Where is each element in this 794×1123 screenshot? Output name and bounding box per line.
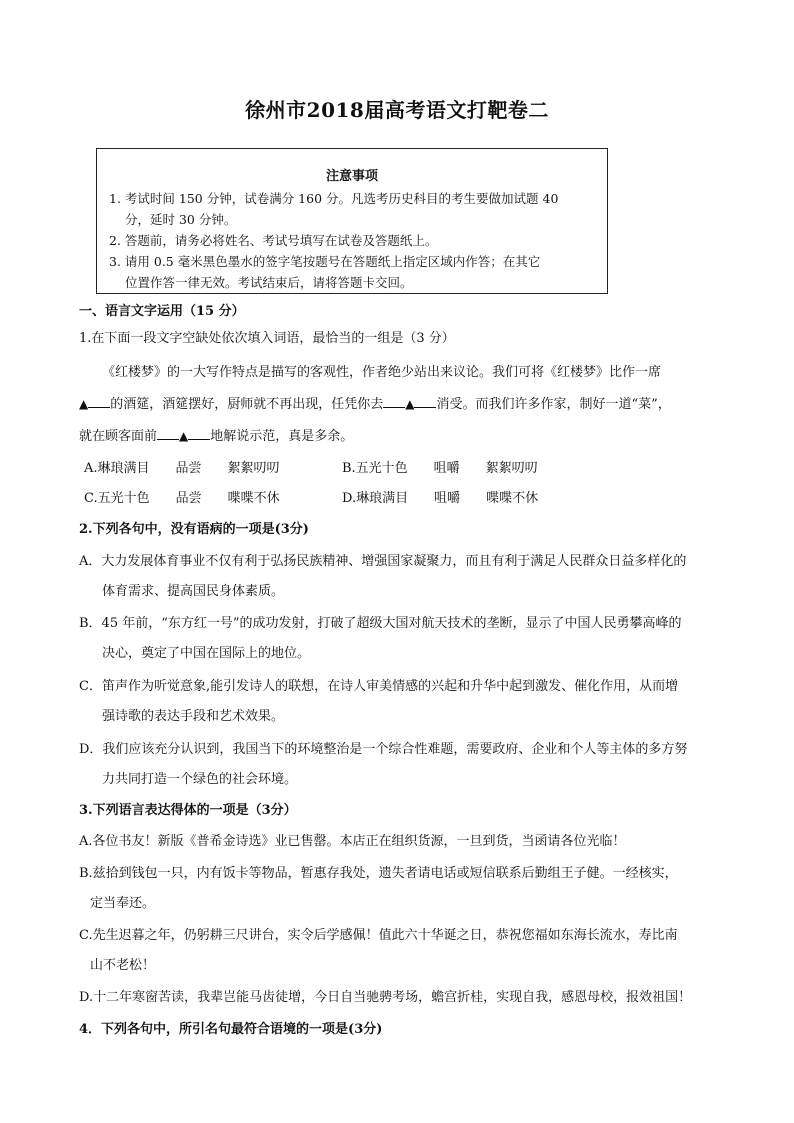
option-d: D．我们应该充分认识到，我国当下的环境整治是一个综合性难题，需要政府、企业和个人等主体的多方努 (79, 742, 688, 757)
option-c-continued: 山不老松！ (90, 958, 156, 973)
passage-text: 就在顾客面前 (79, 429, 158, 444)
blank-marker: ▲ (179, 429, 189, 443)
blank-underline (157, 438, 179, 440)
question-1-passage-line: 《红楼梦》的一大写作特点是描写的客观性，作者绝少站出来议论。我们可将《红楼梦》比作一席 (102, 365, 662, 380)
question-1-stem: 1.在下面一段文字空缺处依次填入词语，最恰当的一组是（3 分） (79, 331, 455, 346)
passage-text: 的酒筵，酒筵摆好，厨师就不再出现，任凭你去 (110, 397, 384, 412)
option-b-continued: 定当奉还。 (90, 896, 156, 911)
question-1-passage-line (79, 393, 671, 412)
section-heading: 一、语言文字运用（15 分） (79, 304, 245, 319)
blank-underline (414, 406, 436, 408)
notice-line: 2. 答题前，请务必将姓名、考试号填写在试卷及答题纸上。 (109, 233, 438, 248)
blank-marker: ▲ (79, 397, 89, 411)
option-b: B.兹拾到钱包一只，内有饭卡等物品，暂惠存我处，遗失者请电话或短信联系后勤组王子健。一经核实， (79, 866, 678, 881)
notice-line: 分，延时 30 分钟。 (125, 212, 237, 227)
page-title: 徐州市2018届高考语文打靶卷二 (245, 98, 549, 122)
option-a: A.各位书友！新版《普希金诗选》业已售罄。本店正在组织货源，一旦到货，当函请各位光临！ (79, 834, 626, 849)
notice-box (96, 148, 608, 294)
option-a: A．大力发展体育事业不仅有利于弘扬民族精神、增强国家凝聚力，而且有利于满足人民群众日益多样化的 (79, 554, 687, 569)
option-c: C．笛声作为听觉意象,能引发诗人的联想，在诗人审美情感的兴起和升华中起到激发、催化作用，从而增 (79, 679, 679, 694)
option-d: D.十二年寒窗苦读，我辈岂能马齿徒增，今日自当驰骋考场，蟾宫折桂，实现自我，感恩母校，报效祖国！ (79, 990, 692, 1005)
option-d-continued: 力共同打造一个绿色的社会环境。 (102, 772, 298, 787)
option-b: B．45 年前，“东方红一号”的成功发射，打破了超级大国对航天技术的垄断，显示了中国人民勇攀高峰的 (79, 616, 682, 631)
question-2-stem: 2.下列各句中，没有语病的一项是(3分) (79, 522, 309, 537)
question-4-stem: 4．下列各句中，所引名句最符合语境的一项是(3分) (79, 1022, 383, 1037)
option-b: B.五光十色 咀嚼 絮絮叨叨 (342, 461, 538, 476)
option-b-continued: 决心，奠定了中国在国际上的地位。 (102, 646, 311, 661)
option-c: C.先生迟暮之年，仍躬耕三尺讲台，实令后学感佩！值此六十华诞之日，恭祝您福如东海长流水，寿比南 (79, 928, 678, 943)
blank-underline (383, 406, 405, 408)
option-a: A.琳琅满目 品尝 絮絮叨叨 (84, 461, 280, 476)
notice-heading: 注意事项 (325, 169, 378, 184)
blank-underline (188, 438, 210, 440)
passage-text: 地解说示范，真是多余。 (210, 429, 354, 444)
notice-line: 位置作答一律无效。考试结束后，请将答题卡交回。 (125, 275, 413, 290)
question-3-stem: 3.下列语言表达得体的一项是（3分） (79, 803, 297, 818)
notice-line: 3. 请用 0.5 毫米黑色墨水的签字笔按题号在答题纸上指定区域内作答；在其它 (109, 254, 541, 269)
blank-underline (88, 406, 110, 408)
option-d: D.琳琅满目 咀嚼 喋喋不休 (342, 491, 539, 506)
option-a-continued: 体育需求、提高国民身体素质。 (102, 584, 285, 599)
option-c: C.五光十色 品尝 喋喋不休 (84, 491, 280, 506)
option-c-continued: 强诗歌的表达手段和艺术效果。 (102, 709, 285, 724)
blank-marker: ▲ (405, 397, 415, 411)
notice-line: 1. 考试时间 150 分钟，试卷满分 160 分。凡选考历史科目的考生要做加试题 40 (109, 191, 559, 206)
question-1-passage-line (79, 425, 353, 444)
passage-text: 消受。而我们许多作家，制好一道“菜”， (436, 397, 671, 412)
